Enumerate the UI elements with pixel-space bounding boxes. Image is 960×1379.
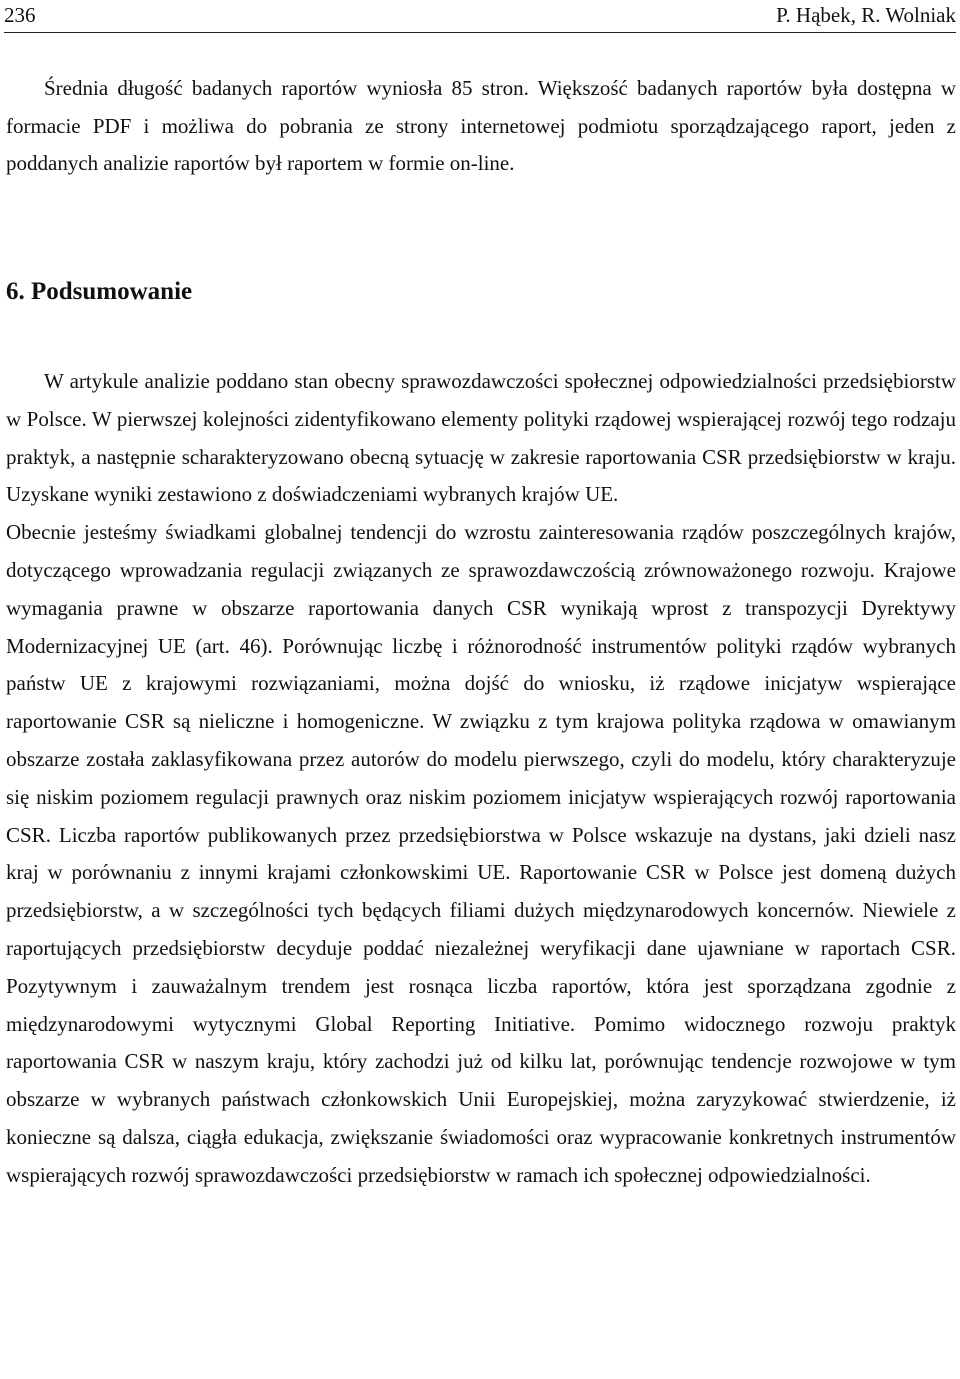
summary-paragraph-2: Obecnie jesteśmy świadkami globalnej tendencji do wzrostu zainteresowania rządów poszczególnych krajów, dotyczącego wprowadzania regulacji związanych ze sprawozdawczością zrównoważonego rozwoju. Krajowe wymagania prawne w obszarze raportowania danych CSR wynikają wprost z transpozycji Dyrektywy Modernizacyjnej UE (art. 46). Porównując liczbę i różnorodność instrumentów polityki rządów wybranych państw UE z krajowymi rozwiązaniami, można dojść do wniosku, iż rządowe inicjatyw wspierające raportowanie CSR są nieliczne i homogeniczne. W związku z tym krajowa polityka rządowa w omawianym obszarze została zaklasyfikowana przez autorów do modelu pierwszego, czyli do modelu, który charakteryzuje się niskim poziomem regulacji prawnych oraz niskim poziomem inicjatyw wspierających rozwój raportowania CSR. Liczba raportów publikowanych przez przedsiębiorstwa w Polsce wskazuje na dystans, jaki dzieli nasz kraj w porównaniu z innymi krajami członkowskimi UE. Raportowanie CSR w Polsce jest domeną dużych przedsiębiorstw, a w szczególności tych będących filiami dużych międzynarodowych koncernów. Niewiele z raportujących przedsiębiorstw decyduje poddać niezależnej weryfikacji dane ujawniane w raportach CSR. Pozytywnym i zauważalnym trendem jest rosnąca liczba raportów, która jest sporządzana zgodnie z międzynarodowymi wytycznymi Global Reporting Initiative. Pomimo widocznego rozwoju praktyk raportowania CSR w naszym kraju, który zachodzi już od kilku lat, porównując tendencje rozwojowe w tym obszarze w wybranych państwach członkowskich Unii Europejskiej, można zaryzykować stwierdzenie, iż konieczne są dalsza, ciągła edukacja, zwiększanie świadomości oraz wypracowanie konkretnych instrumentów wspierających rozwój sprawozdawczości przedsiębiorstw w ramach ich społecznej odpowiedzialności. (6, 520, 956, 1187)
summary-text (6, 363, 956, 1195)
section-heading: 6. Podsumowanie (6, 278, 193, 305)
intro-paragraph: Średnia długość badanych raportów wyniosła 85 stron. Większość badanych raportów była dostępna w formacie PDF i możliwa do pobrania ze strony internetowej podmiotu sporządzającego raport, jeden z poddanych analizie raportów był raportem w formie on-line. (6, 76, 956, 175)
page-number: 236 (4, 3, 36, 27)
running-header-authors: P. Hąbek, R. Wolniak (776, 3, 956, 27)
summary-paragraph-1: W artykule analizie poddano stan obecny sprawozdawczości społecznej odpowiedzialności przedsiębiorstw w Polsce. W pierwszej kolejności zidentyfikowano elementy polityki rządowej wspierającej rozwój tego rodzaju praktyk, a następnie scharakteryzowano obecną sytuację w zakresie raportowania CSR przedsiębiorstw w kraju. Uzyskane wyniki zestawiono z doświadczeniami wybranych krajów UE. (6, 369, 956, 507)
running-header (4, 2, 956, 33)
